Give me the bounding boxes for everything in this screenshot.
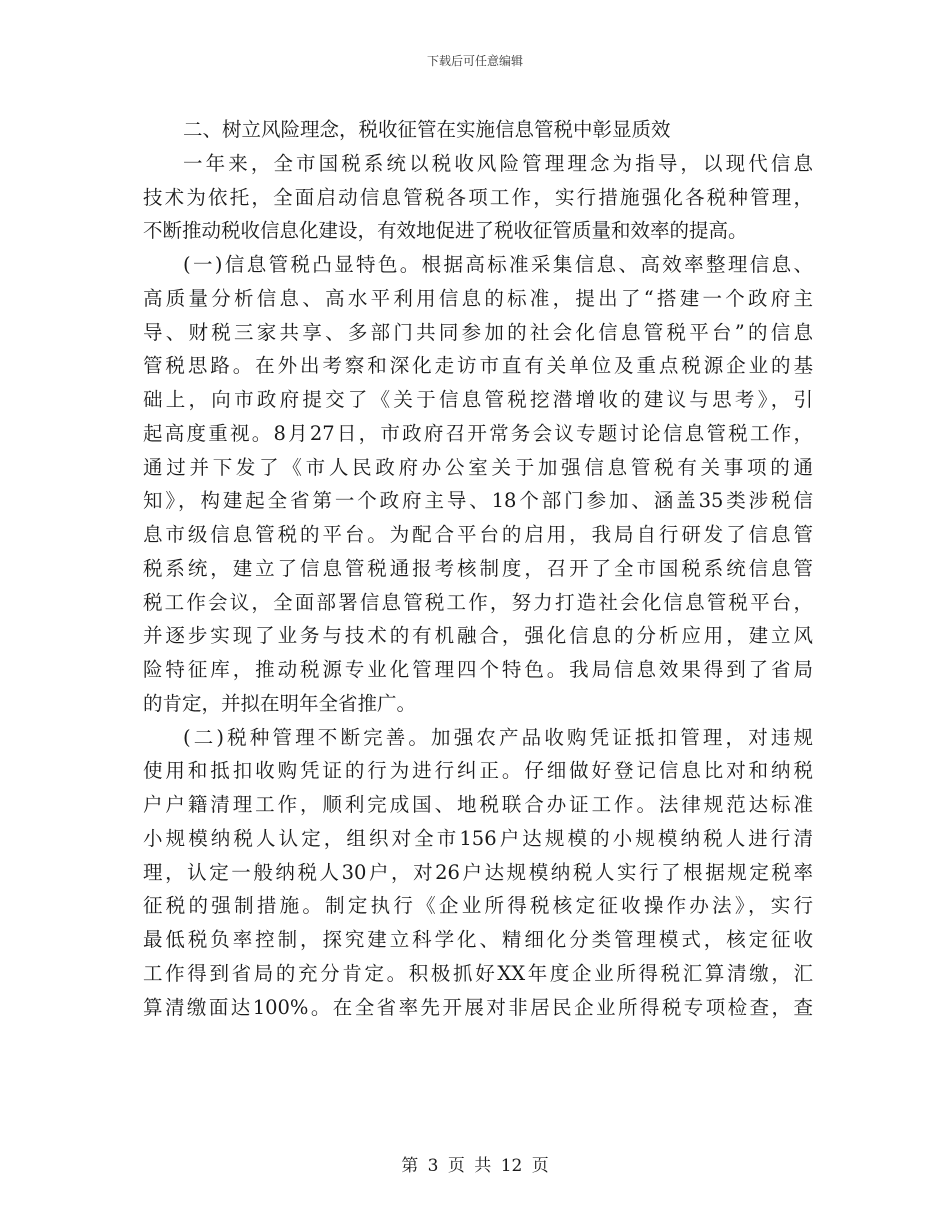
document-body — [143, 113, 813, 1024]
paragraph-line: 险特征库，推动税源专业化管理四个特色。我局信息效果得到了省局 — [143, 658, 813, 681]
paragraph-line: 理，认定一般纳税人30户，对26户达规模纳税人实行了根据规定税率 — [143, 860, 813, 884]
paragraph-line: 的肯定，并拟在明年全省推广。 — [143, 691, 417, 715]
paragraph-line: 导、财税三家共享、多部门共同参加的社会化信息管税平台”的信息 — [143, 320, 813, 344]
paragraph-line: 息市级信息管税的平台。为配合平台的启用，我局自行研发了信息管 — [143, 523, 813, 546]
section-heading: 二、树立风险理念，税收征管在实施信息管税中彰显质效 — [183, 118, 671, 141]
paragraph-line: 税工作会议，全面部署信息管税工作，努力打造社会化信息管税平台， — [143, 590, 813, 614]
paragraph-line: 础上，向市政府提交了《关于信息管税挖潜增收的建议与思考》，引 — [143, 388, 813, 411]
paragraph-line: 并逐步实现了业务与技术的有机融合，强化信息的分析应用，建立风 — [143, 624, 813, 648]
page-number-footer: 第 3 页 共 12 页 — [401, 1156, 549, 1176]
paragraph-line: 管税思路。在外出考察和深化走访市直有关单位及重点税源企业的基 — [143, 354, 813, 378]
paragraph-line: 不断推动税收信息化建设，有效地促进了税收征管质量和效率的提高。 — [143, 219, 748, 243]
paragraph-line: 户户籍清理工作，顺利完成国、地税联合办证工作。法律规范达标准 — [143, 793, 813, 816]
paragraph-line: 起高度重视。8月27日，市政府召开常务会议专题讨论信息管税工作， — [143, 421, 813, 445]
paragraph-line: 一年来，全市国税系统以税收风险管理理念为指导，以现代信息 — [183, 151, 813, 175]
paragraph-line: 小规模纳税人认定，组织对全市156户达规模的小规模纳税人进行清 — [143, 826, 813, 850]
paragraph-line: 使用和抵扣收购凭证的行为进行纠正。仔细做好登记信息比对和纳税 — [143, 759, 813, 783]
page-header: 下载后可任意编辑 — [426, 54, 523, 68]
paragraph-line: 工作得到省局的充分肯定。积极抓好XX年度企业所得税汇算清缴，汇 — [143, 961, 813, 985]
paragraph-line: 技术为依托，全面启动信息管税各项工作，实行措施强化各税种管理， — [143, 185, 813, 209]
paragraph-line: 税系统，建立了信息管税通报考核制度，召开了全市国税系统信息管 — [143, 556, 813, 580]
paragraph-line: 算清缴面达100%。在全省率先开展对非居民企业所得税专项检查，查 — [143, 995, 813, 1019]
paragraph-line: 高质量分析信息、高水平利用信息的标准，提出了“搭建一个政府主 — [143, 286, 813, 310]
paragraph-line: (一)信息管税凸显特色。根据高标准采集信息、高效率整理信息、 — [183, 253, 813, 276]
paragraph-line: 最低税负率控制，探究建立科学化、精细化分类管理模式，核定征收 — [143, 928, 813, 951]
paragraph-line: 通过并下发了《市人民政府办公室关于加强信息管税有关事项的通 — [143, 455, 813, 479]
paragraph-line: 知》，构建起全省第一个政府主导、18个部门参加、涵盖35类涉税信 — [143, 489, 813, 513]
paragraph-line: 征税的强制措施。制定执行《企业所得税核定征收操作办法》，实行 — [143, 894, 813, 918]
paragraph-line: (二)税种管理不断完善。加强农产品收购凭证抵扣管理，对违规 — [183, 725, 813, 749]
